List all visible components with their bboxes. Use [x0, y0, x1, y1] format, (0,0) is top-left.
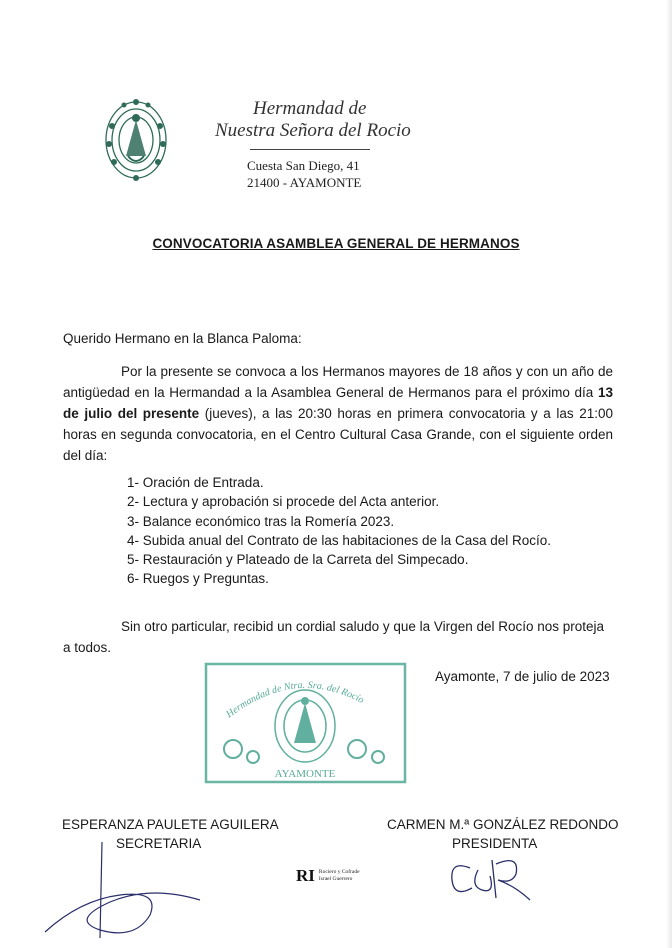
closing-paragraph: [63, 616, 613, 658]
president-signature: [440, 850, 550, 910]
president-role: PRESIDENTA: [452, 836, 538, 851]
address-line1: Cuesta San Diego, 41: [247, 158, 360, 173]
org-name-line1: Hermandad de: [253, 98, 367, 119]
body-part2: (jueves), a las 20:30 horas en primera convocatoria y a las 21:00 horas en segunda convocatoria, en el Centro Cultural Casa Grande, con el siguiente orden del día:: [63, 406, 614, 463]
meeting-date-bold: 13 de julio del presente: [63, 385, 613, 421]
secretary-name: ESPERANZA PAULETE AGUILERA: [62, 817, 279, 832]
watermark-line2: Israel Guerrero: [318, 876, 353, 882]
agenda-item: 3- Balance económico tras la Romería 2023.: [127, 513, 395, 529]
official-stamp: [203, 661, 408, 785]
body-part1: Por la presente se convoca a los Hermanos mayores de 18 años y con un año de antigüedad en la Hermandad a la Asamblea General de Hermanos para el próximo día: [63, 364, 613, 400]
document-date: Ayamonte, 7 de julio de 2023: [435, 669, 610, 684]
agenda-item: 4- Subida anual del Contrato de las habitaciones de la Casa del Rocío.: [127, 532, 552, 548]
agenda-item: 2- Lectura y aprobación si procede del Acta anterior.: [127, 494, 440, 510]
agenda-item: 5- Restauración y Plateado de la Carreta del Simpecado.: [127, 552, 469, 568]
document-title: CONVOCATORIA ASAMBLEA GENERAL DE HERMANOS: [152, 236, 520, 251]
organization-name: [215, 98, 411, 142]
header-divider: [250, 149, 370, 150]
stamp-arc-textpath: Hermandad de Ntra. Sra. del Rocío: [224, 679, 366, 721]
org-name-line2: Nuestra Señora del Rocio: [215, 120, 411, 141]
secretary-signature: [40, 840, 210, 945]
agenda-item: 6- Ruegos y Preguntas.: [127, 571, 269, 587]
closing-text: Sin otro particular, recibid un cordial saludo y que la Virgen del Rocío nos proteja a todos.: [63, 619, 605, 655]
body-paragraph: [63, 361, 613, 466]
watermark-line1: Rociero y Cofrade: [318, 869, 360, 875]
secretary-role: SECRETARIA: [116, 836, 202, 851]
agenda-list: [127, 473, 551, 589]
watermark: [296, 866, 386, 896]
address-block: [247, 157, 361, 191]
watermark-logo-icon: RI: [296, 866, 315, 885]
president-name: CARMEN M.ª GONZÁLEZ REDONDO: [387, 817, 619, 832]
address-line2: 21400 - AYAMONTE: [247, 175, 362, 190]
agenda-item: 1- Oración de Entrada.: [127, 475, 264, 490]
page-edge-shadow: [666, 0, 672, 948]
greeting: Querido Hermano en la Blanca Paloma:: [63, 331, 302, 346]
hermandad-emblem-icon: [100, 96, 172, 186]
stamp-bottom-text: AYAMONTE: [274, 768, 336, 780]
stamp-arc-text: [224, 680, 366, 721]
